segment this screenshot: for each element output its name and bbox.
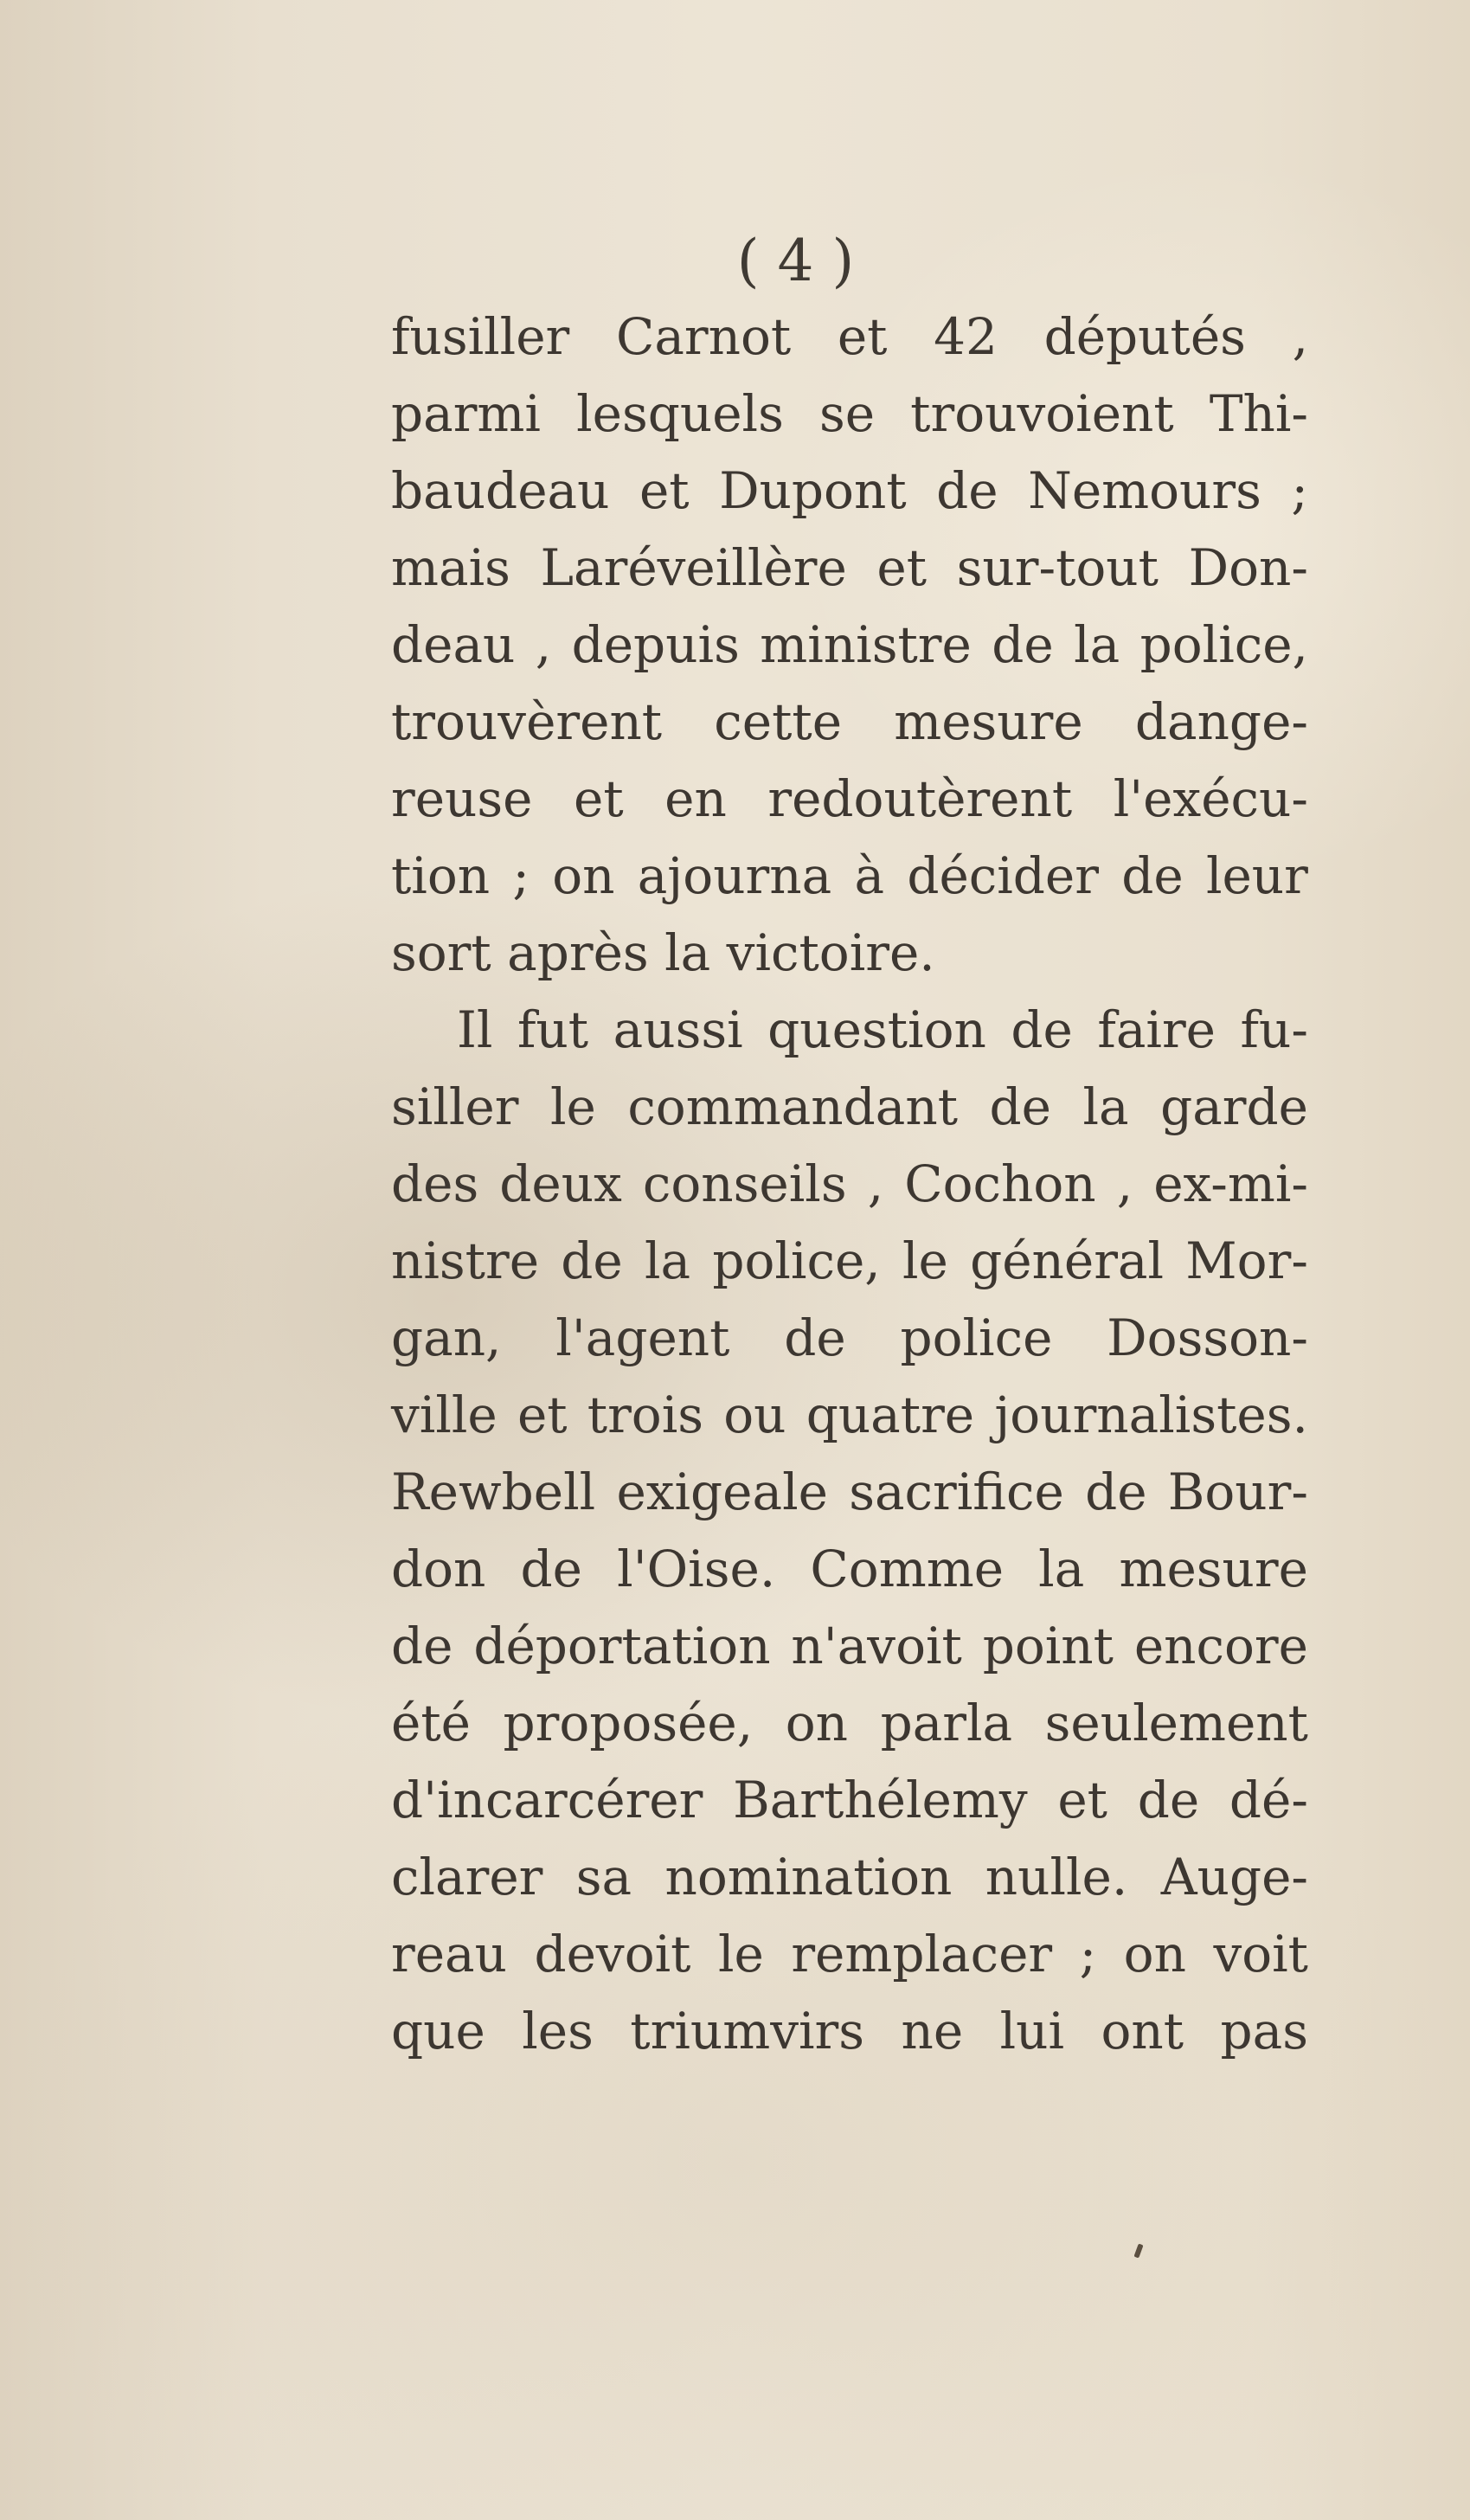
text-line: reau devoit le remplacer ; on voit xyxy=(391,1925,1308,1983)
text-line: deau , depuis ministre de la police, xyxy=(391,615,1308,674)
text-line: été proposée, on parla seulement xyxy=(391,1694,1308,1752)
body-text xyxy=(391,299,1308,2070)
text-line: clarer sa nomination nulle. Auge- xyxy=(391,1848,1308,1906)
text-line: fusiller Carnot et 42 députés , xyxy=(391,307,1308,366)
text-line: siller le commandant de la garde xyxy=(391,1077,1308,1136)
text-line: tion ; on ajourna à décider de leur xyxy=(391,846,1308,905)
text-line: sort après la victoire. xyxy=(391,923,935,982)
text-line: Rewbell exigeale sacrifice de Bour- xyxy=(391,1462,1308,1521)
text-line: des deux conseils , Cochon , ex-mi- xyxy=(391,1154,1308,1213)
text-line: reuse et en redoutèrent l'exécu- xyxy=(391,769,1308,828)
text-line: nistre de la police, le général Mor- xyxy=(391,1231,1308,1290)
text-line: Il fut aussi question de faire fu- xyxy=(457,1000,1308,1059)
text-line: parmi lesquels se trouvoient Thi- xyxy=(391,384,1308,443)
text-line: gan, l'agent de police Dosson- xyxy=(391,1308,1308,1367)
page-number: ( 4 ) xyxy=(736,228,855,294)
text-line: d'incarcérer Barthélemy et de dé- xyxy=(391,1771,1308,1829)
text-line: de déportation n'avoit point encore xyxy=(391,1617,1308,1675)
text-line: mais Laréveillère et sur-tout Don- xyxy=(391,538,1308,597)
text-line: trouvèrent cette mesure dange- xyxy=(391,692,1308,751)
text-line: don de l'Oise. Comme la mesure xyxy=(391,1540,1308,1598)
text-line: que les triumvirs ne lui ont pas xyxy=(391,2002,1308,2060)
text-line: ville et trois ou quatre journalistes. xyxy=(391,1385,1308,1444)
text-line: baudeau et Dupont de Nemours ; xyxy=(391,461,1308,520)
ink-speck xyxy=(1133,2243,1143,2258)
